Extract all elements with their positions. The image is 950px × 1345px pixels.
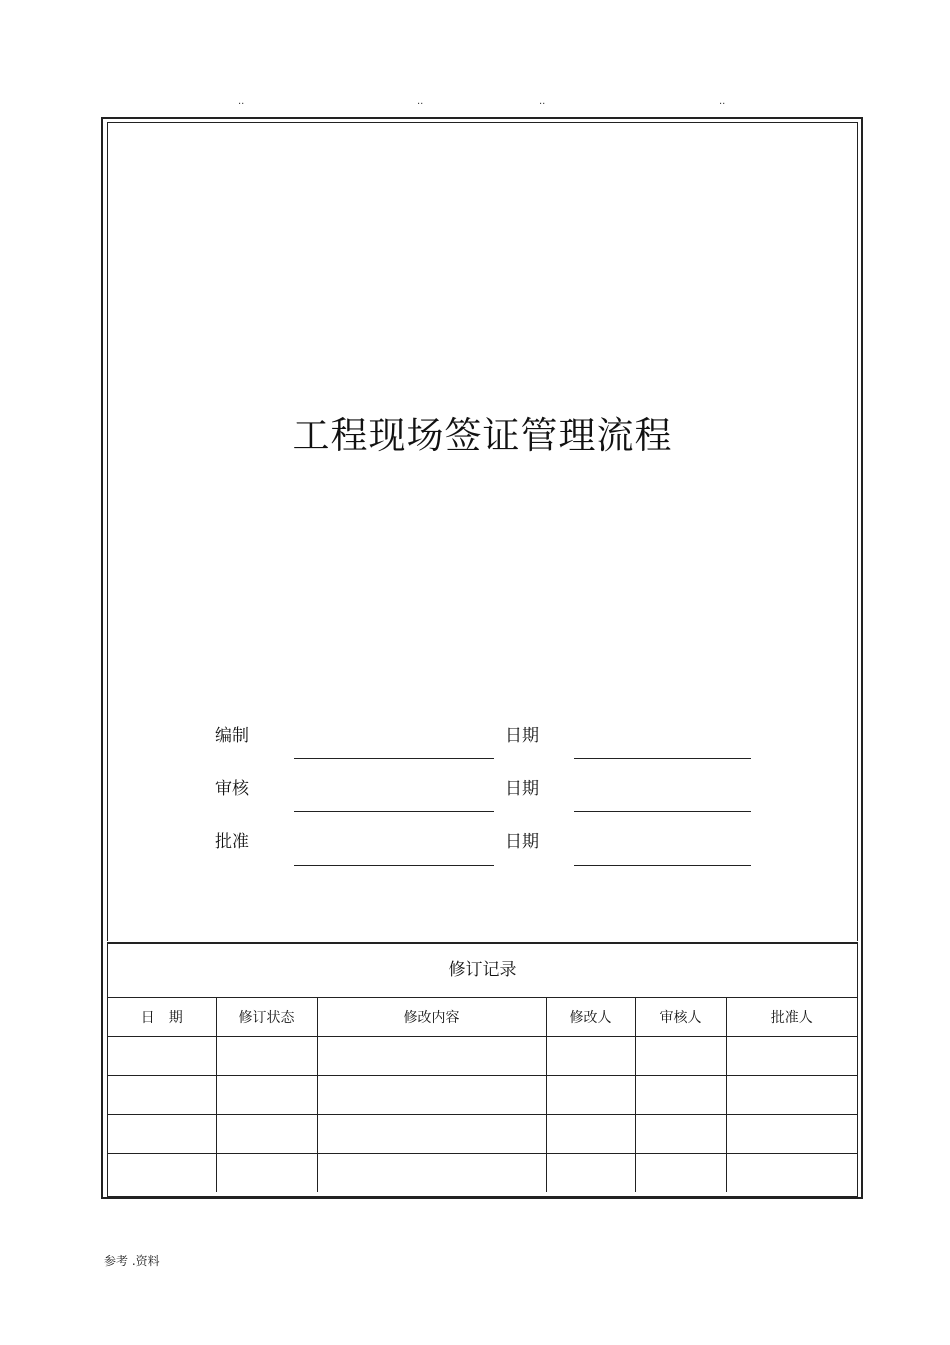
table-cell — [635, 1037, 726, 1076]
date-label: 日期 — [505, 779, 539, 799]
table-cell — [216, 1115, 317, 1154]
table-cell — [635, 1154, 726, 1193]
header-dots-1: .. — [238, 96, 245, 107]
table-row — [108, 1037, 857, 1076]
table-cell — [216, 1037, 317, 1076]
revision-record — [107, 942, 858, 1197]
column-header-modifier: 修改人 — [546, 998, 635, 1037]
table-row — [108, 1154, 857, 1193]
table-cell — [726, 1115, 857, 1154]
table-cell — [216, 1154, 317, 1193]
revision-title: 修订记录 — [108, 944, 857, 998]
date-label: 日期 — [505, 832, 539, 852]
signoff-row-review — [108, 774, 857, 824]
table-cell — [216, 1076, 317, 1115]
column-header-date: 日 期 — [108, 998, 216, 1037]
table-cell — [546, 1076, 635, 1115]
table-cell — [726, 1076, 857, 1115]
date-line — [574, 811, 751, 812]
column-header-approver: 批准人 — [726, 998, 857, 1037]
signoff-line — [294, 758, 494, 759]
document-frame — [101, 117, 863, 1199]
column-header-reviewer: 审核人 — [635, 998, 726, 1037]
table-cell — [726, 1154, 857, 1193]
column-header-status: 修订状态 — [216, 998, 317, 1037]
column-header-content: 修改内容 — [317, 998, 546, 1037]
page-footer: 参考 .资料 — [104, 1254, 160, 1268]
date-line — [574, 758, 751, 759]
table-cell — [317, 1076, 546, 1115]
signoff-row-compile — [108, 721, 857, 771]
document-title: 工程现场签证管理流程 — [292, 414, 673, 457]
table-cell — [317, 1154, 546, 1193]
header-dots-4: .. — [719, 96, 726, 107]
table-cell — [108, 1076, 216, 1115]
header-dots-2: .. — [417, 96, 424, 107]
table-cell — [726, 1037, 857, 1076]
signoff-line — [294, 865, 494, 866]
table-row — [108, 1076, 857, 1115]
revision-header-row — [108, 998, 857, 1037]
table-cell — [317, 1037, 546, 1076]
revision-table — [108, 998, 857, 1192]
table-cell — [635, 1076, 726, 1115]
date-label: 日期 — [505, 726, 539, 746]
signoff-label: 审核 — [215, 779, 249, 799]
date-line — [574, 865, 751, 866]
table-cell — [635, 1115, 726, 1154]
signoff-row-approve — [108, 827, 857, 877]
signoff-label: 批准 — [215, 832, 249, 852]
table-cell — [108, 1115, 216, 1154]
table-cell — [546, 1115, 635, 1154]
table-cell — [317, 1115, 546, 1154]
table-cell — [546, 1037, 635, 1076]
signoff-line — [294, 811, 494, 812]
table-cell — [108, 1037, 216, 1076]
table-cell — [108, 1154, 216, 1193]
table-cell — [546, 1154, 635, 1193]
signoff-label: 编制 — [215, 726, 249, 746]
header-dots-3: .. — [539, 96, 546, 107]
cover-section — [107, 122, 858, 941]
table-row — [108, 1115, 857, 1154]
